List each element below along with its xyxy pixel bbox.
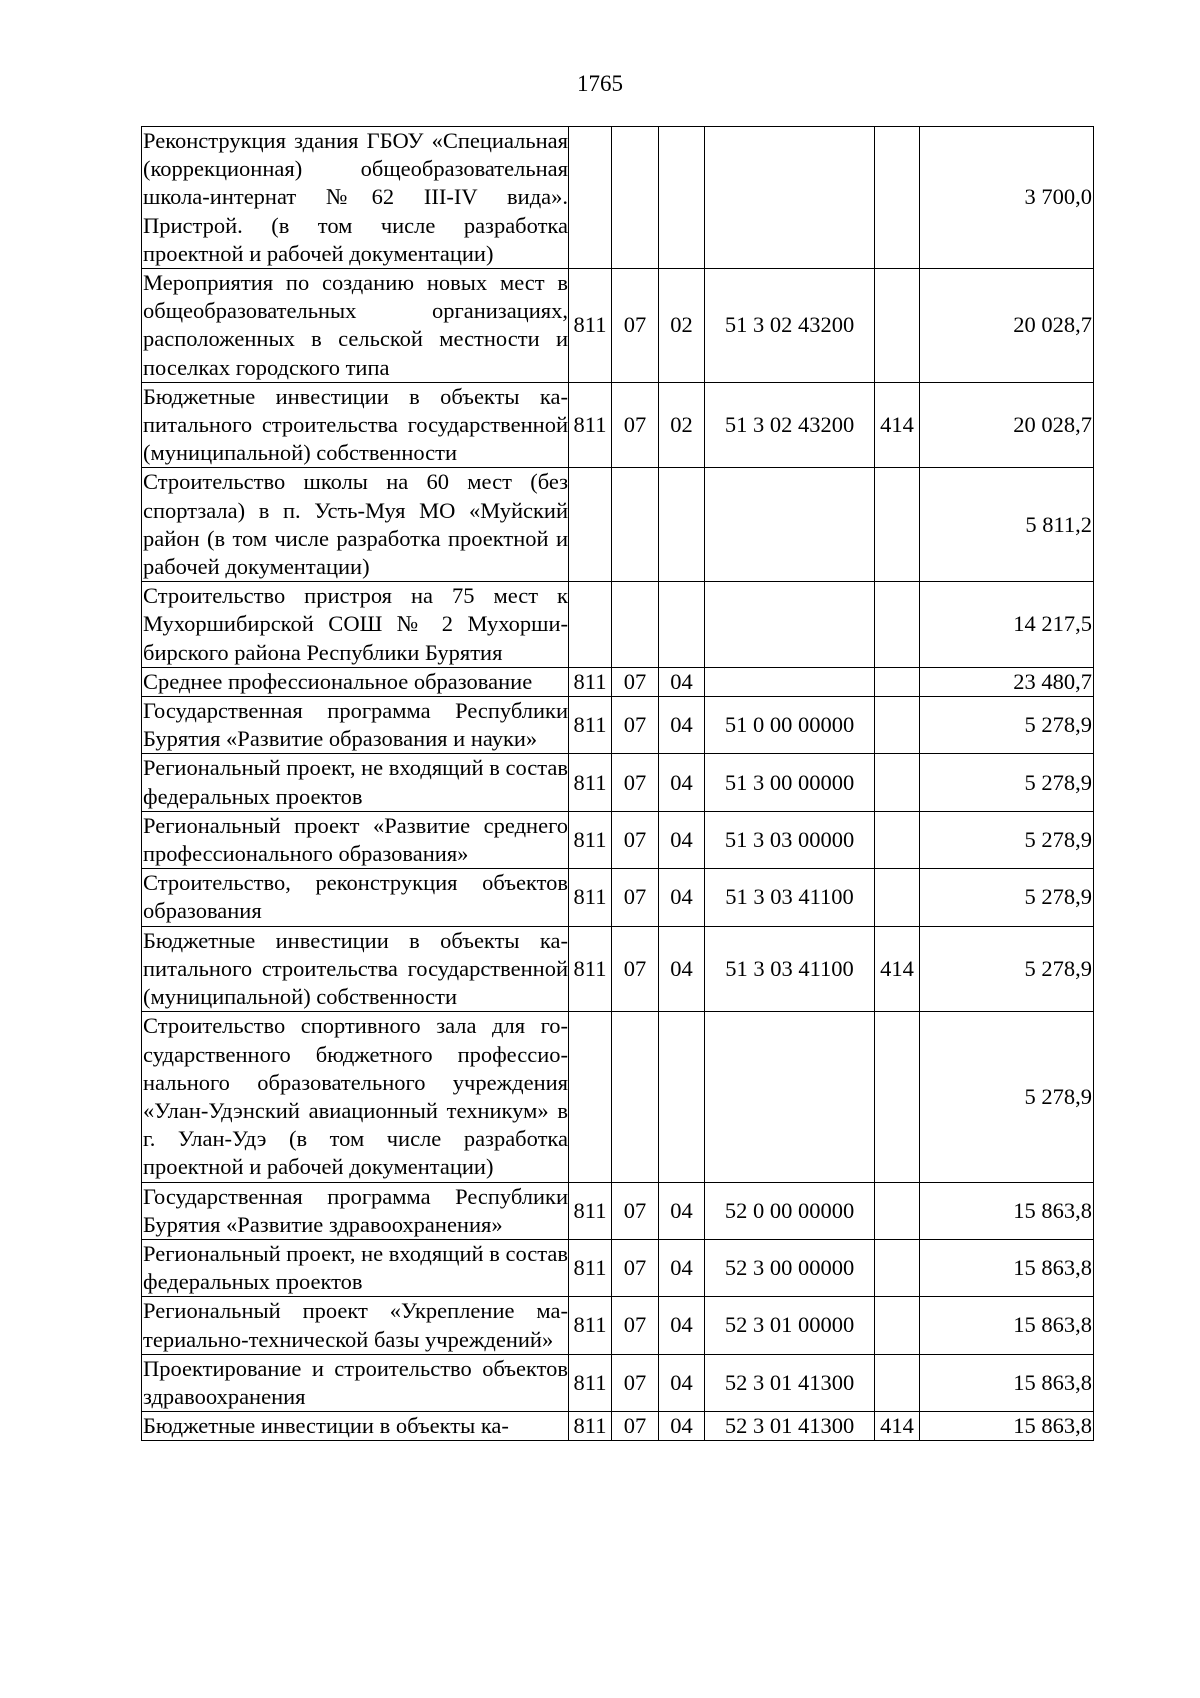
row-vr-cell bbox=[875, 468, 920, 582]
row-pr-cell: 04 bbox=[659, 1297, 705, 1354]
row-rz-cell bbox=[612, 127, 659, 269]
row-gr-cell bbox=[569, 582, 612, 668]
row-csr-cell: 52 0 00 00000 bbox=[705, 1182, 875, 1239]
row-vr-cell bbox=[875, 582, 920, 668]
row-name: Бюджетные инвестиции в объекты ка- bbox=[143, 1413, 509, 1439]
row-name-cell bbox=[142, 269, 569, 383]
row-name-cell bbox=[142, 1012, 569, 1182]
row-vr-cell bbox=[875, 667, 920, 696]
row-name-cell bbox=[142, 1239, 569, 1296]
row-rz-cell: 07 bbox=[612, 1412, 659, 1441]
row-name-cell bbox=[142, 382, 569, 468]
row-vr-cell: 414 bbox=[875, 1412, 920, 1441]
row-pr-cell: 02 bbox=[659, 382, 705, 468]
row-sum-cell: 20 028,7 bbox=[920, 269, 1094, 383]
table-row bbox=[142, 1412, 1094, 1441]
row-gr-cell: 811 bbox=[569, 869, 612, 926]
row-gr-cell: 811 bbox=[569, 382, 612, 468]
row-name-cell bbox=[142, 1412, 569, 1441]
row-sum-cell: 20 028,7 bbox=[920, 382, 1094, 468]
row-csr-cell: 51 3 03 00000 bbox=[705, 811, 875, 868]
table-row bbox=[142, 1182, 1094, 1239]
row-pr-cell: 04 bbox=[659, 869, 705, 926]
row-name-cell bbox=[142, 667, 569, 696]
table-row bbox=[142, 269, 1094, 383]
row-vr-cell bbox=[875, 754, 920, 811]
row-pr-cell bbox=[659, 582, 705, 668]
row-vr-cell bbox=[875, 127, 920, 269]
row-name: Строительство, реконструкция объектов образования bbox=[143, 870, 568, 924]
row-vr-cell bbox=[875, 1012, 920, 1182]
row-name: Государственная программа Республики Бурятия «Развитие образования и науки» bbox=[143, 698, 568, 752]
row-vr-cell bbox=[875, 811, 920, 868]
row-pr-cell bbox=[659, 468, 705, 582]
row-rz-cell bbox=[612, 1012, 659, 1182]
row-name: Строительство школы на 60 мест (без спортзала) в п. Усть-Муя МО «Муйский район (в том числе разработка проектной и рабочей документации) bbox=[143, 469, 568, 580]
row-rz-cell: 07 bbox=[612, 1239, 659, 1296]
row-name: Региональный проект, не входящий в состав федеральных проектов bbox=[143, 755, 568, 809]
row-name-cell bbox=[142, 1297, 569, 1354]
table-row bbox=[142, 1012, 1094, 1182]
row-name-cell bbox=[142, 869, 569, 926]
row-rz-cell bbox=[612, 468, 659, 582]
row-sum-cell: 5 278,9 bbox=[920, 1012, 1094, 1182]
row-csr-cell bbox=[705, 127, 875, 269]
row-gr-cell bbox=[569, 468, 612, 582]
table-row bbox=[142, 754, 1094, 811]
row-rz-cell: 07 bbox=[612, 926, 659, 1012]
row-vr-cell: 414 bbox=[875, 926, 920, 1012]
row-pr-cell: 04 bbox=[659, 1182, 705, 1239]
row-pr-cell: 04 bbox=[659, 754, 705, 811]
table-row bbox=[142, 1239, 1094, 1296]
row-vr-cell bbox=[875, 1354, 920, 1411]
row-name: Реконструкция здания ГБОУ «Специальная (коррекционная) общеобразовательная школа-интернат №62 III-IV вида». Пристрой. (в том числе разработка проектной и рабочей документации) bbox=[143, 128, 568, 266]
row-name: Мероприятия по созданию новых мест в общеобразовательных организациях, расположенных в сельской местности и поселках городского типа bbox=[143, 270, 568, 380]
row-sum-cell: 23 480,7 bbox=[920, 667, 1094, 696]
row-name: Региональный проект «Укрепление материально-технической базы учреждений» bbox=[143, 1298, 568, 1352]
row-name: Государственная программа Республики Бурятия «Развитие здравоохранения» bbox=[143, 1183, 568, 1237]
row-csr-cell bbox=[705, 667, 875, 696]
row-csr-cell: 51 3 00 00000 bbox=[705, 754, 875, 811]
row-sum-cell: 5 278,9 bbox=[920, 754, 1094, 811]
row-vr-cell bbox=[875, 269, 920, 383]
row-sum-cell: 3 700,0 bbox=[920, 127, 1094, 269]
row-rz-cell: 07 bbox=[612, 1182, 659, 1239]
row-pr-cell: 04 bbox=[659, 811, 705, 868]
row-name: Строительство спортивного зала для государственного бюджетного профессионального образовательного учреждения «Улан-Удэнский авиационный техникум» в г. Улан-Удэ (в том числе разработка проектной и рабочей документации) bbox=[143, 1013, 568, 1180]
row-rz-cell: 07 bbox=[612, 1354, 659, 1411]
row-gr-cell: 811 bbox=[569, 269, 612, 383]
table-row bbox=[142, 382, 1094, 468]
table-row bbox=[142, 869, 1094, 926]
row-name: Региональный проект «Развитие среднего профессионального образования» bbox=[143, 812, 568, 867]
row-pr-cell: 04 bbox=[659, 697, 705, 754]
row-name-cell bbox=[142, 1354, 569, 1411]
page-number: 1765 bbox=[577, 71, 623, 96]
row-pr-cell: 04 bbox=[659, 926, 705, 1012]
row-pr-cell: 04 bbox=[659, 1354, 705, 1411]
row-pr-cell: 04 bbox=[659, 1239, 705, 1296]
row-gr-cell: 811 bbox=[569, 1182, 612, 1239]
row-gr-cell: 811 bbox=[569, 1354, 612, 1411]
row-sum-cell: 15 863,8 bbox=[920, 1412, 1094, 1441]
row-rz-cell: 07 bbox=[612, 811, 659, 868]
row-pr-cell: 04 bbox=[659, 1412, 705, 1441]
row-rz-cell: 07 bbox=[612, 754, 659, 811]
table-row bbox=[142, 1354, 1094, 1411]
table-row bbox=[142, 1297, 1094, 1354]
table-row bbox=[142, 697, 1094, 754]
row-name-cell bbox=[142, 697, 569, 754]
row-gr-cell: 811 bbox=[569, 926, 612, 1012]
row-vr-cell bbox=[875, 1239, 920, 1296]
row-gr-cell: 811 bbox=[569, 697, 612, 754]
row-name: Среднее профессиональное образование bbox=[143, 668, 533, 694]
row-vr-cell bbox=[875, 869, 920, 926]
table-row bbox=[142, 926, 1094, 1012]
row-rz-cell: 07 bbox=[612, 869, 659, 926]
row-csr-cell: 51 3 02 43200 bbox=[705, 382, 875, 468]
row-csr-cell: 51 3 03 41100 bbox=[705, 926, 875, 1012]
row-vr-cell bbox=[875, 1182, 920, 1239]
row-gr-cell: 811 bbox=[569, 1239, 612, 1296]
row-rz-cell: 07 bbox=[612, 697, 659, 754]
row-name-cell bbox=[142, 754, 569, 811]
row-csr-cell bbox=[705, 1012, 875, 1182]
row-csr-cell bbox=[705, 582, 875, 668]
row-pr-cell: 02 bbox=[659, 269, 705, 383]
row-name: Бюджетные инвестиции в объекты капитального строительства государственной (муниципальной) собственности bbox=[143, 927, 568, 1010]
row-vr-cell bbox=[875, 697, 920, 754]
row-rz-cell bbox=[612, 582, 659, 668]
row-name-cell bbox=[142, 811, 569, 868]
row-gr-cell: 811 bbox=[569, 1297, 612, 1354]
row-csr-cell: 52 3 01 41300 bbox=[705, 1412, 875, 1441]
row-sum-cell: 5 278,9 bbox=[920, 926, 1094, 1012]
row-csr-cell: 51 0 00 00000 bbox=[705, 697, 875, 754]
row-name: Региональный проект, не входящий в состав федеральных проектов bbox=[143, 1240, 568, 1295]
table-row bbox=[142, 811, 1094, 868]
row-rz-cell: 07 bbox=[612, 1297, 659, 1354]
row-name-cell bbox=[142, 1182, 569, 1239]
row-sum-cell: 5 278,9 bbox=[920, 869, 1094, 926]
row-vr-cell: 414 bbox=[875, 382, 920, 468]
row-sum-cell: 15 863,8 bbox=[920, 1239, 1094, 1296]
row-sum-cell: 15 863,8 bbox=[920, 1354, 1094, 1411]
row-name-cell bbox=[142, 582, 569, 668]
table-row bbox=[142, 667, 1094, 696]
row-gr-cell: 811 bbox=[569, 811, 612, 868]
row-name: Проектирование и строительство объектов здравоохранения bbox=[143, 1355, 568, 1409]
row-name: Строительство пристроя на 75 мест к Мухоршибирской СОШ № 2 Мухоршибирского района Республики Бурятия bbox=[143, 583, 568, 665]
row-name-cell bbox=[142, 468, 569, 582]
row-rz-cell: 07 bbox=[612, 667, 659, 696]
row-sum-cell: 5 278,9 bbox=[920, 697, 1094, 754]
row-csr-cell: 52 3 01 00000 bbox=[705, 1297, 875, 1354]
row-sum-cell: 15 863,8 bbox=[920, 1297, 1094, 1354]
row-gr-cell bbox=[569, 127, 612, 269]
row-csr-cell: 52 3 01 41300 bbox=[705, 1354, 875, 1411]
row-sum-cell: 5 278,9 bbox=[920, 811, 1094, 868]
table-row bbox=[142, 468, 1094, 582]
row-sum-cell: 5 811,2 bbox=[920, 468, 1094, 582]
row-pr-cell: 04 bbox=[659, 667, 705, 696]
row-rz-cell: 07 bbox=[612, 382, 659, 468]
row-csr-cell: 51 3 02 43200 bbox=[705, 269, 875, 383]
row-name: Бюджетные инвестиции в объекты капитального строительства государственной (муниципальной) собственности bbox=[143, 383, 568, 466]
row-pr-cell bbox=[659, 1012, 705, 1182]
row-pr-cell bbox=[659, 127, 705, 269]
row-rz-cell: 07 bbox=[612, 269, 659, 383]
row-gr-cell: 811 bbox=[569, 754, 612, 811]
row-csr-cell: 52 3 00 00000 bbox=[705, 1239, 875, 1296]
table-row bbox=[142, 127, 1094, 269]
budget-table-body bbox=[142, 127, 1094, 1441]
row-name-cell bbox=[142, 926, 569, 1012]
row-gr-cell: 811 bbox=[569, 667, 612, 696]
row-vr-cell bbox=[875, 1297, 920, 1354]
row-name-cell bbox=[142, 127, 569, 269]
table-row bbox=[142, 582, 1094, 668]
row-sum-cell: 15 863,8 bbox=[920, 1182, 1094, 1239]
row-gr-cell: 811 bbox=[569, 1412, 612, 1441]
row-gr-cell bbox=[569, 1012, 612, 1182]
row-csr-cell bbox=[705, 468, 875, 582]
row-sum-cell: 14 217,5 bbox=[920, 582, 1094, 668]
row-csr-cell: 51 3 03 41100 bbox=[705, 869, 875, 926]
budget-table bbox=[141, 126, 1094, 1441]
